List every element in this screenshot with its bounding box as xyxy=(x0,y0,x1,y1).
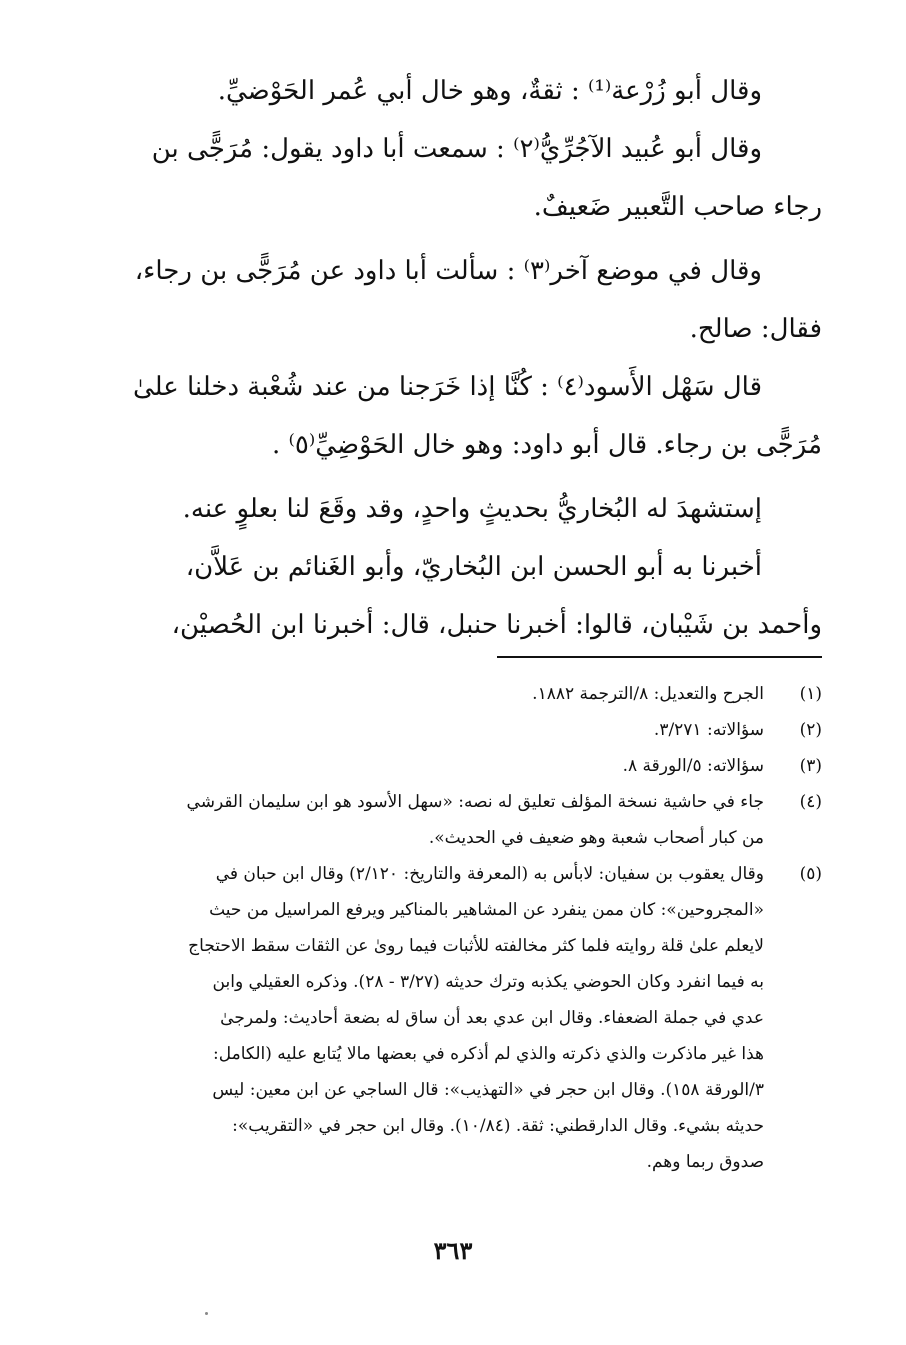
main-line: وقال أبو زُرْعة⁽¹⁾ : ثقةٌ، وهو خال أبي عُمر الحَوْضيِّ. xyxy=(217,76,762,106)
page-number: ٣٦٣ xyxy=(433,1236,473,1265)
footnote-line: الجرح والتعديل: ٨/الترجمة ١٨٨٢. xyxy=(532,684,764,704)
main-line: وقال أبو عُبيد الآجُرِّيُّ⁽٢⁾ : سمعت أبا داود يقول: مُرَجًّى بن xyxy=(151,134,762,164)
main-line: أخبرنا به أبو الحسن ابن البُخاريّ، وأبو الغَنائم بن عَلاَّن، xyxy=(185,552,762,582)
footnote-line: جاء في حاشية نسخة المؤلف تعليق له نصه: «سهل الأسود هو ابن سليمان القرشي xyxy=(186,792,764,812)
footnote-line: «المجروحين»: كان ممن ينفرد عن المشاهير بالمناكير ويرفع المراسيل من حيث xyxy=(209,900,764,920)
footnote-line: عدي في جملة الضعفاء. وقال ابن عدي بعد أن ساق له بضعة أحاديث: ولمرجىٰ xyxy=(220,1008,764,1028)
main-line: قال سَهْل الأَسود⁽٤⁾ : كُنَّا إذا خَرَجنا من عند شُعْبة دخلنا علىٰ xyxy=(132,372,762,402)
footnote-number: (٣) xyxy=(799,756,822,776)
scan-speck xyxy=(205,1312,208,1315)
footnotes xyxy=(126,676,822,1180)
footnote-line: لايعلم علىٰ قلة روايته فلما كثر مخالفته للأثبات فيما روىٰ عن الثقات سقط الاحتجاج xyxy=(188,936,764,956)
footnote-5 xyxy=(126,856,822,1180)
main-text xyxy=(122,62,822,654)
footnote-line: هذا غير ماذكرت والذي ذكرته والذي لم أذكره في بعضها مالا يُتابع عليه (الكامل: xyxy=(213,1044,764,1064)
main-line: وأحمد بن شَيْبان، قالوا: أخبرنا حنبل، قال: أخبرنا ابن الحُصيْن، xyxy=(171,610,822,640)
footnote-number: (٤) xyxy=(799,792,822,812)
footnote-line: ٣/الورقة ١٥٨). وقال ابن حجر في «التهذيب»: قال الساجي عن ابن معين: ليس xyxy=(212,1080,764,1100)
main-line: رجاء صاحب التَّعبير ضَعيفٌ. xyxy=(533,192,822,222)
main-line: إستشهدَ له البُخاريُّ بحديثٍ واحدٍ، وقد وقَعَ لنا بعلوٍ عنه. xyxy=(182,494,762,524)
footnote-number: (٥) xyxy=(799,864,822,884)
main-line: وقال في موضع آخر⁽٣⁾ : سألت أبا داود عن مُرَجًّى بن رجاء، xyxy=(134,256,762,286)
footnote-line: به فيما انفرد وكان الحوضي يكذبه وترك حديثه (٣/٢٧ - ٢٨). وذكره العقيلي وابن xyxy=(212,972,764,992)
footnote-separator xyxy=(497,656,822,658)
footnote-line: من كبار أصحاب شعبة وهو ضعيف في الحديث». xyxy=(428,828,764,848)
footnote-2 xyxy=(126,712,822,748)
footnote-line: سؤالاته: ٣/٢٧١. xyxy=(653,720,764,740)
footnote-number: (٢) xyxy=(799,720,822,740)
main-line: مُرَجًّى بن رجاء. قال أبو داود: وهو خال الحَوْضِيِّ⁽٥⁾ . xyxy=(272,430,822,460)
main-line: فقال: صالح. xyxy=(689,314,822,344)
footnote-line: سؤالاته: ٥/الورقة ٨. xyxy=(622,756,764,776)
footnote-3 xyxy=(126,748,822,784)
footnote-number: (١) xyxy=(799,684,822,704)
footnote-line: وقال يعقوب بن سفيان: لابأس به (المعرفة والتاريخ: ٢/١٢٠) وقال ابن حبان في xyxy=(215,864,764,884)
footnote-line: حديثه بشيء. وقال الدارقطني: ثقة. (١٠/٨٤). وقال ابن حجر في «التقريب»: xyxy=(232,1116,764,1136)
footnote-line: صدوق ربما وهم. xyxy=(646,1152,764,1172)
footnote-1 xyxy=(126,676,822,712)
footnote-4 xyxy=(126,784,822,856)
